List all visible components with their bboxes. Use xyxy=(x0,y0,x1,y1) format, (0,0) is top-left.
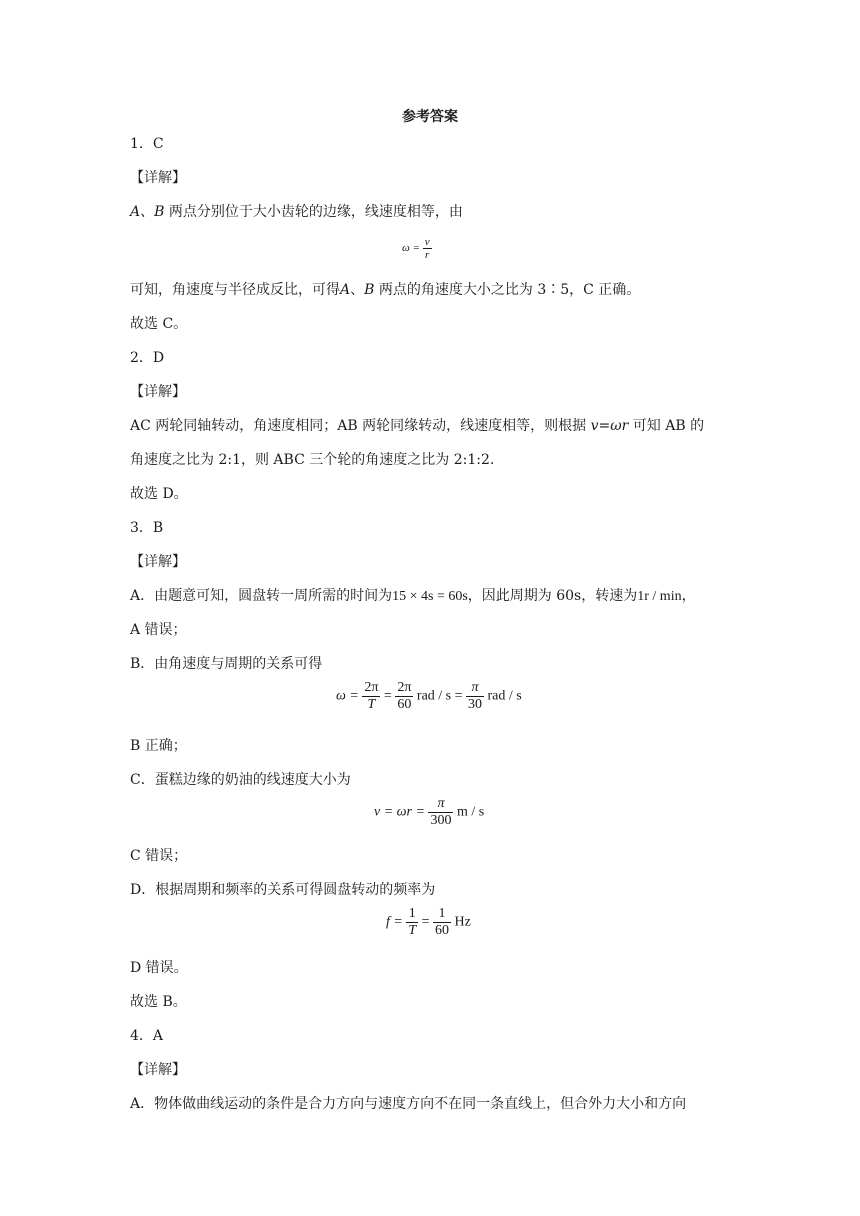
q3-b-lhs: ω = xyxy=(336,688,359,704)
q3-b-frac1-num: 2π xyxy=(364,680,379,695)
q3-b-frac3 xyxy=(466,680,484,713)
q3-c-line2: C 错误； xyxy=(130,848,188,864)
q3-b-line1: B．由角速度与周期的关系可得 xyxy=(130,656,323,672)
q3-c-line1: C．蛋糕边缘的奶油的线速度大小为 xyxy=(130,772,351,788)
q4-header: 4．A xyxy=(130,1028,164,1044)
q3-d-frac2-den: 60 xyxy=(435,923,450,938)
q1-line2-post: 两点的角速度大小之比为 3∶5，C 正确。 xyxy=(374,282,641,298)
q3-d-unit: Hz xyxy=(454,914,471,930)
q1-formula xyxy=(402,236,432,261)
q2-line1-formula: v=ωr xyxy=(590,418,629,434)
q3-b-unit2: rad / s xyxy=(487,688,522,704)
q3-c-frac-den: 300 xyxy=(430,813,452,828)
q4-detail-label: 【详解】 xyxy=(130,1062,186,1078)
q3-b-eq1: = xyxy=(383,688,392,704)
q3-b-frac3-den: 30 xyxy=(468,697,483,712)
q3-conclusion: 故选 B。 xyxy=(130,994,187,1010)
point-a: A xyxy=(340,282,351,298)
point-b: B xyxy=(364,282,375,298)
q1-conclusion: 故选 C。 xyxy=(130,316,188,332)
q3-d-eq: = xyxy=(421,914,430,930)
q3-d-line1: D．根据周期和频率的关系可得圆盘转动的频率为 xyxy=(130,882,436,898)
page-title: 参考答案 xyxy=(402,109,458,125)
q3-a-speed: 1r / min xyxy=(637,589,682,604)
q3-b-frac2-num: 2π xyxy=(397,680,412,695)
q1-line1-text: 两点分别位于大小齿轮的边缘，线速度相等，由 xyxy=(164,204,463,220)
q3-d-frac1-den: T xyxy=(408,923,417,938)
q2-line2: 角速度之比为 2:1，则 ABC 三个轮的角速度之比为 2:1:2. xyxy=(130,452,495,468)
q2-line1 xyxy=(130,416,704,436)
q3-a-end: ， xyxy=(681,588,696,604)
q1-line1 xyxy=(130,202,463,222)
q1-formula-fraction xyxy=(423,236,432,261)
q1-line2-pre: 可知，角速度与半径成反比，可得 xyxy=(130,282,340,298)
q3-d-formula xyxy=(386,906,471,939)
q3-a-pre: A．由题意可知，圆盘转一周所需的时间为 xyxy=(130,588,393,604)
q4-a-line1: A．物体做曲线运动的条件是合力方向与速度方向不在同一条直线上，但合外力大小和方向 xyxy=(130,1096,687,1112)
q1-formula-num: v xyxy=(424,236,430,248)
q3-c-frac-num: π xyxy=(437,796,445,811)
q1-line2 xyxy=(130,280,640,300)
q3-d-lhs: f = xyxy=(386,914,403,930)
q3-d-frac1 xyxy=(406,906,418,939)
q3-detail-label: 【详解】 xyxy=(130,554,186,570)
q3-d-line2: D 错误。 xyxy=(130,960,188,976)
q3-c-lhs: v = ωr = xyxy=(374,804,425,820)
q3-b-formula xyxy=(336,680,522,713)
q3-b-frac3-num: π xyxy=(471,680,479,695)
q3-b-line2: B 正确； xyxy=(130,738,187,754)
separator: 、 xyxy=(350,282,365,298)
q3-b-unit1: rad / s = xyxy=(416,688,463,704)
q3-a-line1 xyxy=(130,586,696,607)
q3-c-unit: m / s xyxy=(456,804,485,820)
q2-conclusion: 故选 D。 xyxy=(130,486,188,502)
q2-header: 2．D xyxy=(130,350,165,366)
point-a: A xyxy=(130,204,141,220)
q1-formula-den: r xyxy=(423,248,432,261)
q3-a-expr: 15 × 4s = 60s xyxy=(392,589,468,604)
q1-formula-lhs: ω = xyxy=(402,242,420,255)
q3-a-mid: ，因此周期为 60s，转速为 xyxy=(467,588,638,604)
q3-b-frac1-den: T xyxy=(362,696,380,713)
q3-b-frac2 xyxy=(395,680,413,713)
q2-line1-post: 可知 AB 的 xyxy=(628,418,705,434)
q2-detail-label: 【详解】 xyxy=(130,384,186,400)
separator: 、 xyxy=(140,204,155,220)
q3-d-frac1-num: 1 xyxy=(408,906,416,921)
q3-d-frac2-num: 1 xyxy=(438,906,446,921)
q3-b-frac1 xyxy=(362,680,380,713)
q3-b-frac2-den: 60 xyxy=(395,696,413,713)
q2-line1-pre: AC 两轮同轴转动，角速度相同；AB 两轮同缘转动，线速度相等，则根据 xyxy=(130,418,591,434)
q1-detail-label: 【详解】 xyxy=(130,170,186,186)
q3-header: 3．B xyxy=(130,520,164,536)
point-b: B xyxy=(154,204,165,220)
q3-c-frac xyxy=(428,796,453,829)
q1-header: 1．C xyxy=(130,136,164,152)
q3-d-frac2 xyxy=(433,906,451,939)
q3-c-formula xyxy=(374,796,484,829)
q3-a-line2: A 错误； xyxy=(130,622,187,638)
